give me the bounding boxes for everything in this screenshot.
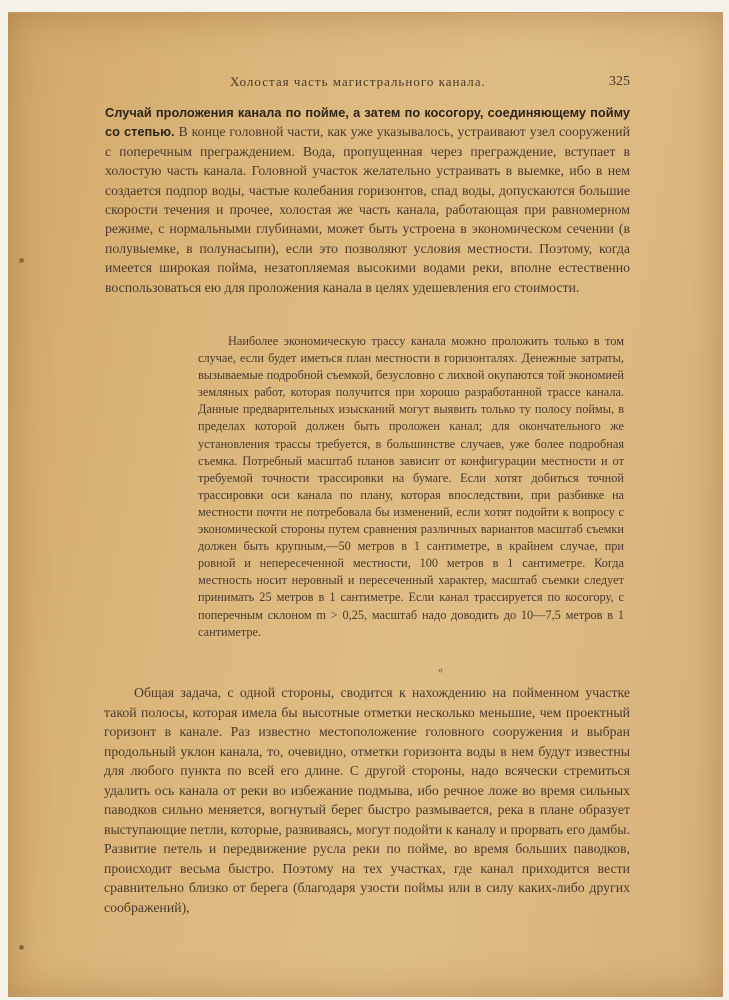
page-header bbox=[230, 74, 630, 94]
running-head: Холостая часть магистрального канала. bbox=[230, 74, 486, 89]
paragraph-1 bbox=[105, 103, 630, 297]
stray-mark: « bbox=[438, 665, 443, 676]
paragraph-small-print: Наиболее экономическую трассу канала можно проложить только в том случае, если будет иметься план местности в горизонталях. Денежные затраты, вызываемые подробной съемкой, безусловно с лихвой окупаются той экономией земляных работ, которая получится при хорошо разработанной трассе канала. Данные предварительных изысканий могут выявить только ту полосу поймы, в пределах которой должен быть проложен канал; для окончательного же установления трассы требуется, в большинстве случаев, уже более подробная съемка. Потребный масштаб планов зависит от конфигурации местности и от требуемой точности трассировки на бумаге. Если хотят добиться точной трассировки оси канала по плану, которая впоследствии, при разбивке на местности почти не потребовала бы изменений, если хотят подойти к вопросу с экономической стороны путем сравнения различных вариантов масштаб съемки должен быть крупным,—50 метров в 1 сантиметре, в крайнем случае, при ровной и непересеченной местности, 100 метров в 1 сантиметре. Когда местность носит неровный и пересеченный характер, масштаб съемки следует принимать 25 метров в 1 сантиметре. Если канал трассируется по косогору, с поперечным склоном m > 0,25, масштаб надо доводить до 10—7,5 метров в 1 сантиметре. bbox=[198, 334, 624, 639]
binding-hole bbox=[19, 945, 24, 950]
paragraph-1-lead: Случай проложения канала по пойме, а затем по косогору, соединяющему пойму со степью. bbox=[105, 105, 630, 140]
paragraph-1-text: В конце головной части, как уже указывалось, устраивают узел сооружений с поперечным преграждением. Вода, пропущенная через преграждение, вступает в холостую часть канала. Головной участок желательно устраивать в выемке, ибо в нем создается подпор воды, частые колебания горизонтов, спад воды, допускаются большие скорости течения и прочее, холостая же часть канала, работающая при равномерном режиме, с нормальными глубинами, может быть устроена в экономическом сечении (в полувыемке, в полунасыпи), если это позволяют условия местности. Поэтому, когда имеется широкая пойма, незатопляемая высокими водами реки, вполне естественно воспользоваться ею для проложения канала в целях удешевления его стоимости. bbox=[105, 124, 630, 295]
page-number: 325 bbox=[609, 74, 630, 89]
binding-hole bbox=[19, 258, 24, 263]
paragraph-2: Общая задача, с одной стороны, сводится к нахождению на пойменном участке такой полосы, которая имела бы высотные отметки несколько меньшие, чем проектный горизонт в канале. Раз известно местоположение головного сооружения и выбран продольный уклон канала, то, очевидно, отметки горизонта воды в нем будут известны для любого пункта по всей его длине. С другой стороны, надо всячески стремиться удалить ось канала от реки во избежание подмыва, ибо речное ложе во время сильных паводков сильно меняется, вогнутый берег быстро размывается, река в плане образует выступающие петли, которые, развиваясь, могут подойти к каналу и прорвать его дамбы. Развитие петель и передвижение русла реки по пойме, во время больших паводков, происходит весьма быстро. Поэтому на тех участках, где канал приходится вести сравнительно близко от берега (благодаря узости поймы или в силу каких-либо других соображений), bbox=[104, 685, 630, 915]
